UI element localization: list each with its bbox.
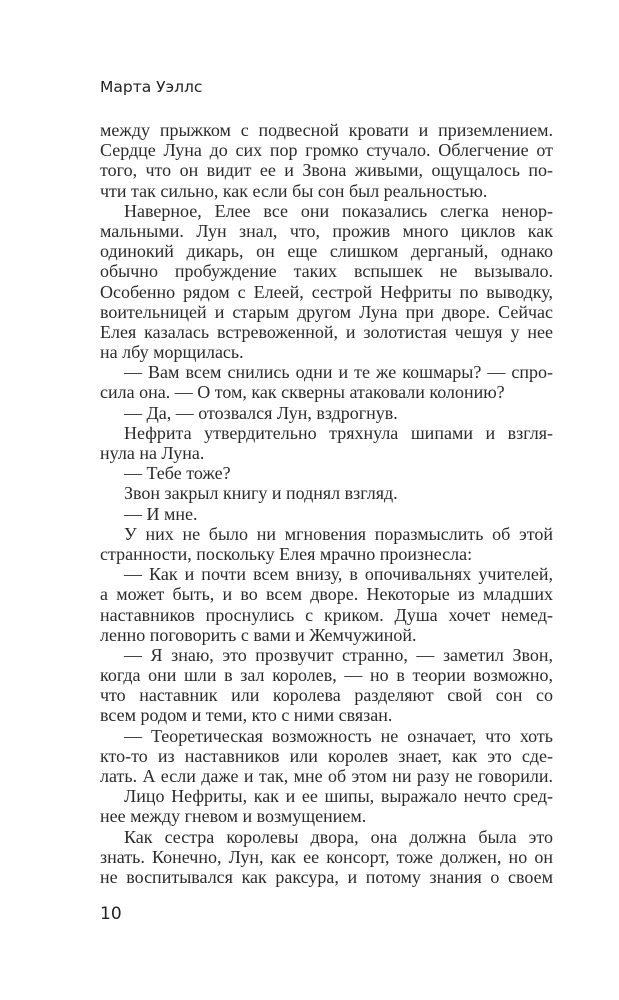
text-line: воительницей и старым другом Луна при дворе. Сейчас — [100, 301, 553, 322]
text-line: что наставник или королева разделяют свой сон со — [100, 685, 553, 706]
text-line: сила она. — О том, как скверны атаковали колонию? — [100, 382, 505, 403]
text-line: кто-то из наставников или королев знает, как это сде- — [100, 745, 553, 766]
text-line: нее между гневом и возмущением. — [100, 806, 367, 827]
text-line: — И мне. — [124, 503, 198, 524]
running-header-author: Марта Уэллс — [100, 78, 203, 96]
text-line: Наверное, Елее все они показались слегка ненор- — [124, 200, 553, 221]
text-line: странности, поскольку Елея мрачно произнесла: — [100, 543, 473, 564]
text-line: всем родом и теми, кто с ними связан. — [100, 705, 393, 726]
text-line: когда они шли в зал королев, — но в теории возможно, — [100, 665, 553, 686]
text-line: того, что он видит ее и Звона живыми, ощущалось по- — [100, 160, 553, 181]
page-number: 10 — [100, 904, 122, 924]
text-line: — Как и почти всем внизу, в опочивальнях учителей, — [124, 564, 553, 585]
text-line: — Теоретическая возможность не означает, что хоть — [124, 725, 553, 746]
text-line: знать. Конечно, Лун, как ее консорт, тоже должен, но он — [100, 846, 553, 867]
text-line: чти так сильно, как если бы сон был реальностью. — [100, 180, 488, 201]
text-line: — Да, — отозвался Лун, вздрогнув. — [124, 402, 398, 423]
text-line: — Вам всем снились одни и те же кошмары? — спро- — [124, 362, 553, 383]
text-line: Особенно рядом с Елеей, сестрой Нефриты по выводку, — [100, 281, 553, 302]
text-line: нула на Луна. — [100, 443, 205, 463]
text-line: на лбу морщилась. — [100, 342, 244, 363]
text-line: мальными. Лун знал, что, прожив много циклов как — [100, 220, 553, 241]
text-line: Как сестра королевы двора, она должна была это — [124, 826, 553, 847]
text-line: Сердце Луна до сих пор громко стучало. Облегчение от — [100, 140, 553, 161]
text-line: Елея казалась встревоженной, и золотистая чешуя у нее — [100, 321, 553, 342]
text-line: Нефрита утвердительно тряхнула шипами и взгля- — [124, 422, 553, 443]
text-line: Звон закрыл книгу и поднял взгляд. — [124, 483, 398, 504]
body-text — [100, 120, 553, 887]
text-line: ленно поговорить с вами и Жемчужиной. — [100, 624, 417, 645]
text-line: между прыжком с подвесной кровати и приземлением. — [100, 120, 553, 140]
text-line: наставников проснулись с криком. Душа хочет немед- — [100, 604, 553, 625]
text-line: обычно пробуждение таких вспышек не вызывало. — [100, 261, 553, 282]
text-line: Лицо Нефриты, как и ее шипы, выражало нечто сред- — [124, 786, 553, 807]
text-line: одинокий дикарь, он еще слишком дерганый, однако — [100, 241, 553, 262]
text-line: — Я знаю, это прозвучит странно, — заметил Звон, — [124, 644, 553, 665]
text-line: — Тебе тоже? — [124, 463, 231, 484]
text-line: не воспитывался как раксура, и потому знания о своем — [100, 866, 553, 887]
text-line: а может быть, и во всем дворе. Некоторые из младших — [100, 584, 553, 605]
text-line: лать. А если даже и так, мне об этом ни разу не говорили. — [100, 766, 553, 786]
text-line: У них не было ни мгновения поразмыслить об этой — [124, 523, 553, 544]
